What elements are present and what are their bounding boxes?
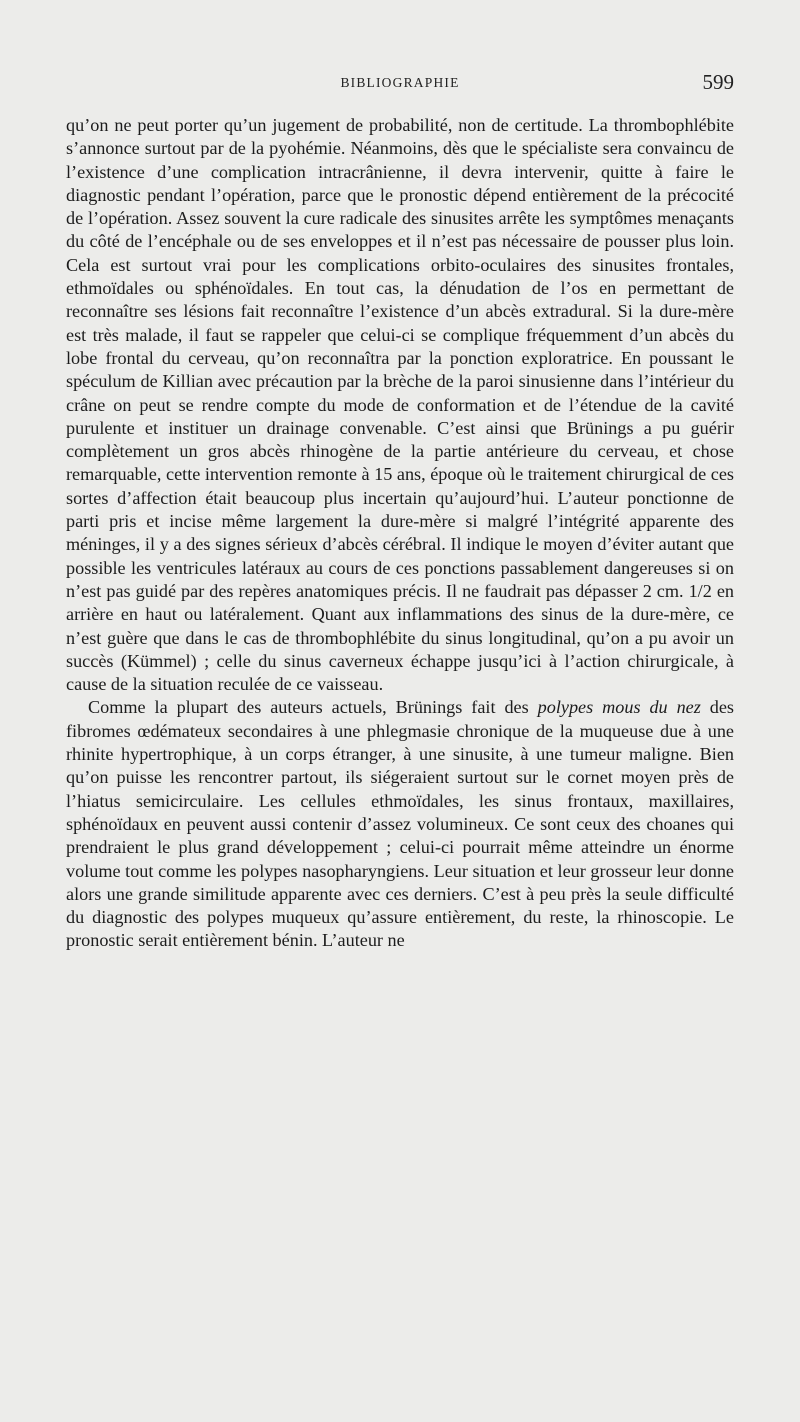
running-head [66, 70, 734, 96]
paragraph-2 [66, 696, 734, 952]
header-title: BIBLIOGRAPHIE [340, 75, 460, 90]
body-text [66, 114, 734, 953]
paragraph-1 [66, 114, 734, 696]
paragraph-2-italic-term: polypes mous du nez [537, 697, 701, 718]
paragraph-2-text-a: Comme la plupart des auteurs actuels, Brünings fait des [88, 697, 538, 718]
paragraph-2-text-b: des fibromes œdémateux secondaires à une phlegmasie chronique de la muqueuse due à une rhinite hypertrophique, à un corps étranger, à une sinusite, à une tumeur maligne. Bien qu’on puisse les rencontrer partout, ils siégeraient surtout sur le cornet moyen près de l’hiatus semicirculaire. Les cellules ethmoïdales, les sinus frontaux, maxillaires, sphénoïdaux en peuvent aussi contenir d’assez volumineux. Ce sont ceux des choanes qui prendraient le plus grand développement ; celui-ci pourrait même atteindre un énorme volume tout comme les polypes nasopharyngiens. Leur situation et leur grosseur leur donne alors une grande similitude apparente avec ces derniers. C’est à peu près la seule difficulté du diagnostic des polypes muqueux qu’assure entièrement, du reste, la rhinoscopie. Le pronostic serait entièrement bénin. L’auteur ne [66, 697, 735, 951]
page-number: 599 [702, 70, 734, 94]
paragraph-1-text: qu’on ne peut porter qu’un jugement de probabilité, non de certitude. La thrombophlébite s’annonce surtout par de la pyohémie. Néanmoins, dès que le spécialiste sera convaincu de l’existence d’une complication intracrânienne, il devra intervenir, quitte à faire le diagnostic pendant l’opération, parce que le pronostic dépend entièrement de la précocité de l’opération. Assez souvent la cure radicale des sinusites arrête les symptômes menaçants du côté de l’encéphale ou de ses enveloppes et il n’est pas nécessaire de pousser plus loin. Cela est surtout vrai pour les complications orbito-oculaires des sinusites frontales, ethmoïdales ou sphénoïdales. En tout cas, la dénudation de l’os en permettant de reconnaître ses lésions fait reconnaître l’existence d’un abcès extradural. Si la dure-mère est très malade, il faut se rappeler que celui-ci se complique fréquemment d’un abcès du lobe frontal du cerveau, qu’on reconnaîtra par la ponction exploratrice. En poussant le spéculum de Killian avec précaution par la brèche de la paroi sinusienne dans l’intérieur du crâne on peut se rendre compte du mode de conformation et de l’étendue de la cavité purulente et instituer un drainage convenable. C’est ainsi que Brünings a pu guérir complètement un gros abcès rhinogène de la partie antérieure du cerveau, et chose remarquable, cette intervention remonte à 15 ans, époque où le traitement chirurgical de ces sortes d’affection était beaucoup plus incertain qu’aujourd’hui. L’auteur ponctionne de parti pris et incise même largement la dure-mère si malgré l’intégrité apparente des méninges, il y a des signes sérieux d’abcès cérébral. Il indique le moyen d’éviter autant que possible les ventricules latéraux au cours de ces ponctions passablement dangereuses si on n’est pas guidé par des repères anatomiques précis. Il ne faudrait pas dépasser 2 cm. 1/2 en arrière en haut ou latéralement. Quant aux inflammations des sinus de la dure-mère, ce n’est guère que dans le cas de thrombophlébite du sinus longitudinal, qu’on a pu avoir un succès (Kümmel) ; celle du sinus caverneux échappe jusqu’ici à l’action chirurgicale, à cause de la situation reculée de ce vaisseau. [66, 115, 734, 695]
